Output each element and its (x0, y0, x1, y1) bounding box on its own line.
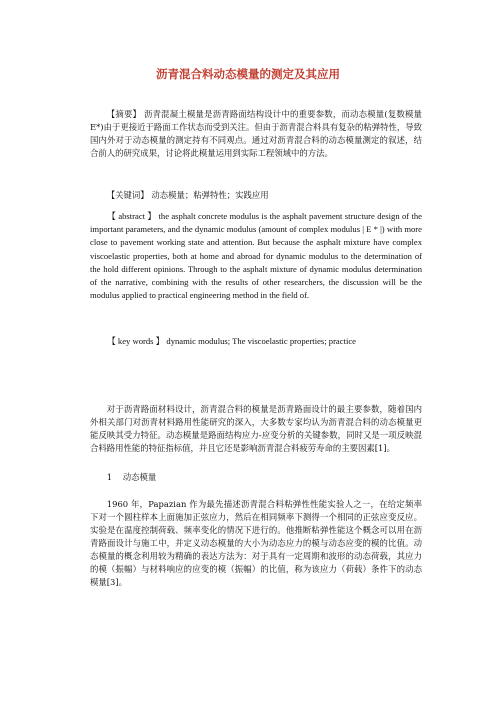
section-1-text: 1960 年，Papazian 作为最先描述沥青混合料粘弹性性能实验人之一，在给定频率下对一个圆柱样本上面施加正弦应力，然后在相同频率下测得一个相同的正弦应变反应。实验是在温度控制荷载、频率变化的情况下进行的。他推断粘弹性能这个概念可以用在沥青路面设计与施工中，并定义动态模量的大小为动态应力的模与动态应变的模的比值。动态模量的概念利用较为精确的表达方法为：对于具有一定周期和波形的动态荷载，其应力的模（振幅）与材料响应的应变的模（振幅）的比值，称为该应力（荷载）条件下的动态模量[3]。 (90, 499, 422, 587)
keywords-en-label: 【 key words 】 (107, 336, 165, 346)
section-1-heading (90, 471, 422, 484)
abstract-cn (90, 108, 422, 160)
keywords-cn (90, 189, 422, 202)
abstract-en (90, 210, 422, 302)
section-1-paragraph (90, 498, 422, 589)
intro-text: 对于沥青路面材料设计，沥青混合料的模量是沥青路面设计的最主要参数，随着国内外相关部门对沥青材料路用性能研究的深入，大多数专家均认为沥青混合料的动态模量更能反映其受力特征。动态模量是路面结构应力-应变分析的关键参数，同时又是一项反映混合料路用性能的特征指标值，并且它还是影响沥青混合料疲劳寿命的主要因素[1]。 (90, 404, 422, 453)
keywords-en (90, 335, 422, 348)
section-1-heading-text: 1 动态模量 (106, 472, 157, 482)
keywords-cn-text: 动态模量；粘弹特性；实践应用 (151, 190, 269, 200)
abstract-cn-text: 沥青混凝土模量是沥青路面结构设计中的重要参数，而动态模量(复数模量E*)由于更接近于路面工作状态而受到关注。但由于沥青混合料具有复杂的粘弹特性，导致国内外对于动态模量的测定持有不同观点。通过对沥青混合料的动态模量测定的叙述，结合前人的研究成果，讨论将此模量运用到实际工程领域中的方法。 (90, 109, 422, 158)
document-title: 沥青混合料动态模量的测定及其应用 (156, 67, 340, 81)
abstract-cn-label: 【摘要】 (106, 109, 142, 119)
abstract-en-label: 【 abstract 】 (107, 211, 157, 221)
keywords-en-text: dynamic modulus; The viscoelastic properties; practice (166, 336, 356, 346)
abstract-en-text: the asphalt concrete modulus is the asphalt pavement structure design of the important parameters, and the dynamic modulus (amount of complex modulus | E * |) with more close to pavement working state and attention. But because the asphalt mixture have complex viscoelastic properties, both at home and abroad for dynamic modulus to the determination of the hold different opinions. Through to the asphalt mixture of dynamic modulus determination of the narrative, combining with the results of other researchers, the discussion will be the modulus applied to practical engineering method in the field of. (90, 211, 422, 301)
intro-paragraph (90, 403, 422, 455)
keywords-cn-label: 【关键词】 (106, 190, 149, 200)
